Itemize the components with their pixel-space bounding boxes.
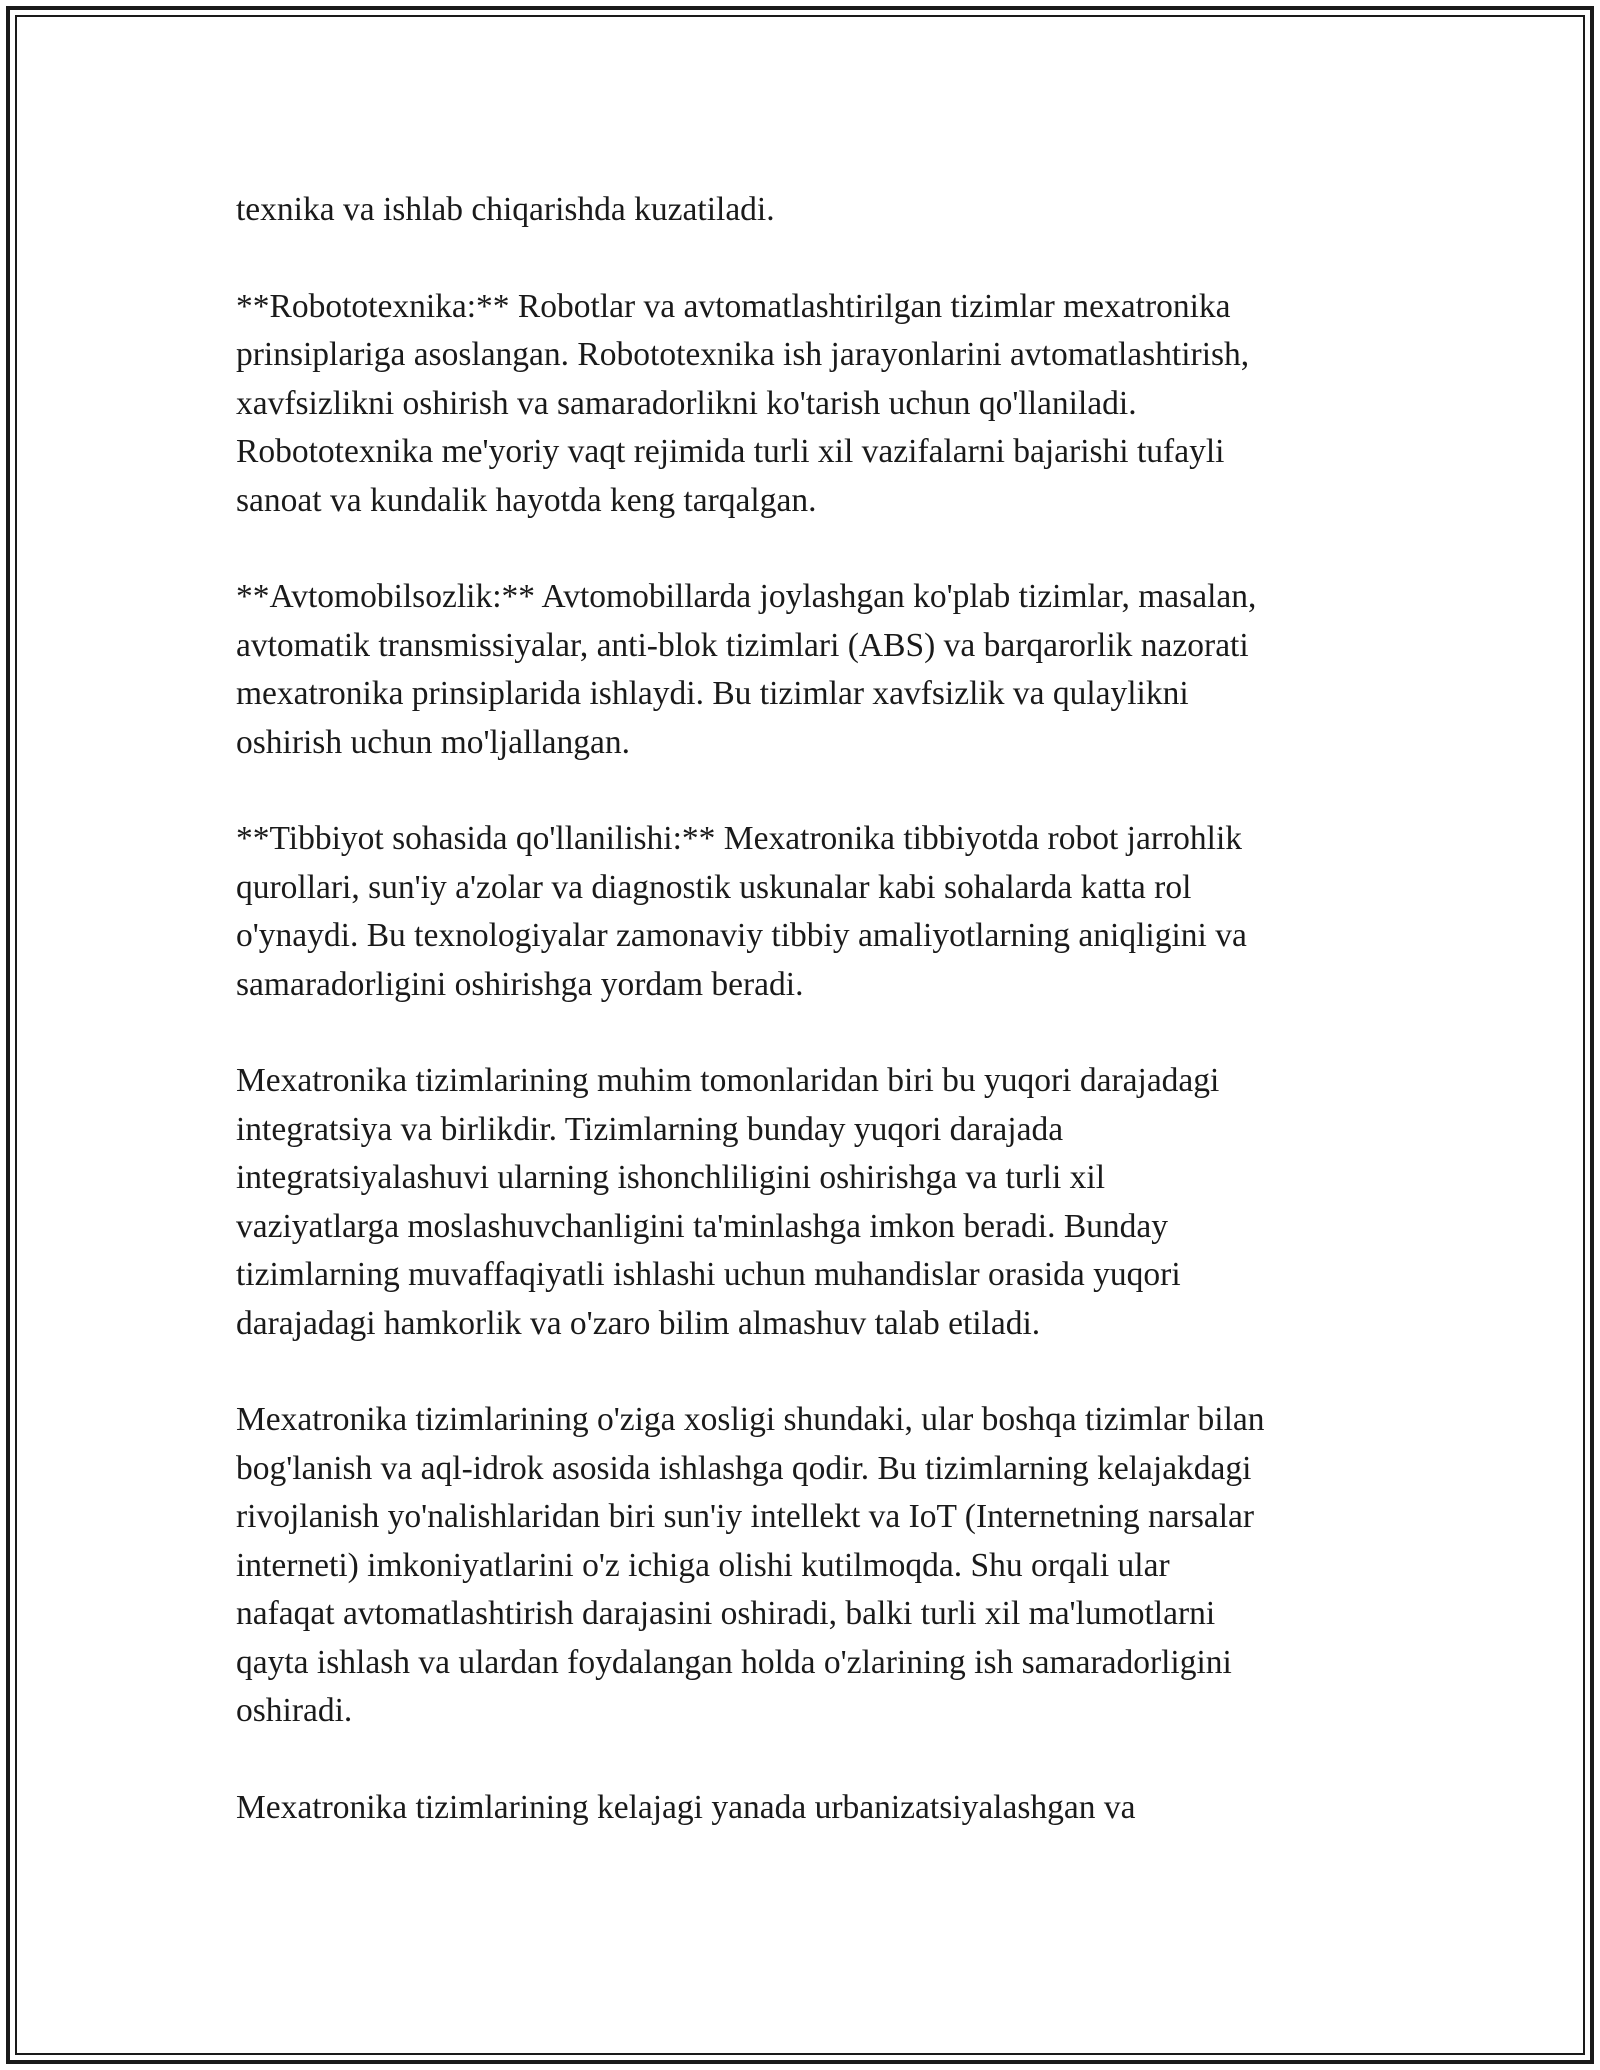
text-line: sanoat va kundalik hayotda keng tarqalgan. (236, 481, 817, 519)
text-line: tizimlarning muvaffaqiyatli ishlashi uchun muhandislar orasida yuqori (236, 1256, 1181, 1293)
paragraph-xoslik (236, 1396, 1386, 1736)
text-line: Mexatronika tizimlarining muhim tomonlaridan biri bu yuqori darajadagi (236, 1062, 1220, 1099)
text-line: o'ynaydi. Bu texnologiyalar zamonaviy tibbiy amaliyotlarning aniqligini va (236, 917, 1247, 954)
paragraph-robototexnika (236, 283, 1386, 526)
text-line: **Tibbiyot sohasida qo'llanilishi:** Mexatronika tibbiyotda robot jarrohlik (236, 820, 1242, 857)
text-line: prinsiplariga asoslangan. Robototexnika ish jarayonlarini avtomatlashtirish, (236, 336, 1250, 373)
paragraph-avtomobilsozlik (236, 573, 1386, 767)
text-line: Mexatronika tizimlarining kelajagi yanada urbanizatsiyalashgan va (236, 1788, 1136, 1826)
text-line: interneti) imkoniyatlarini o'z ichiga olishi kutilmoqda. Shu orqali ular (236, 1546, 1170, 1584)
text-line: qurollari, sun'iy a'zolar va diagnostik uskunalar kabi sohalarda katta rol (236, 868, 1192, 906)
text-line: qayta ishlash va ulardan foydalangan holda o'zlarining ish samaradorligini (236, 1643, 1232, 1681)
text-line: Mexatronika tizimlarining o'ziga xosligi shundaki, ular boshqa tizimlar bilan (236, 1401, 1265, 1438)
text-line: xavfsizlikni oshirish va samaradorlikni ko'tarish uchun qo'llaniladi. (236, 384, 1137, 422)
text-line: Robototexnika me'yoriy vaqt rejimida turli xil vazifalarni bajarishi tufayli (236, 433, 1225, 470)
text-line: bog'lanish va aql-idrok asosida ishlashga qodir. Bu tizimlarning kelajakdagi (236, 1449, 1252, 1487)
text-line: **Avtomobilsozlik:** Avtomobillarda joylashgan ko'plab tizimlar, masalan, (236, 578, 1257, 615)
text-line: **Robototexnika:** Robotlar va avtomatlashtirilgan tizimlar mexatronika (236, 287, 1231, 325)
text-line: vaziyatlarga moslashuvchanligini ta'minlashga imkon beradi. Bunday (236, 1207, 1169, 1245)
text-line: oshiradi. (236, 1692, 353, 1729)
text-line: integratsiya va birlikdir. Tizimlarning bunday yuqori darajada (236, 1110, 1064, 1148)
document-body (236, 186, 1386, 1832)
text-line: nafaqat avtomatlashtirish darajasini oshiradi, balki turli xil ma'lumotlarni (236, 1595, 1216, 1632)
text-line: mexatronika prinsiplarida ishlaydi. Bu tizimlar xavfsizlik va qulaylikni (236, 675, 1189, 712)
text-line: rivojlanish yo'nalishlaridan biri sun'iy intellekt va IoT (Internetning narsalar (236, 1498, 1255, 1535)
paragraph-integratsiya (236, 1057, 1386, 1348)
text-line: oshirish uchun mo'ljallangan. (236, 723, 631, 761)
text-line: darajadagi hamkorlik va o'zaro bilim almashuv talab etiladi. (236, 1304, 1041, 1342)
paragraph-kelajak (236, 1784, 1386, 1833)
text-line: texnika va ishlab chiqarishda kuzatiladi. (236, 191, 775, 228)
paragraph-tibbiyot (236, 815, 1386, 1009)
paragraph-continuation (236, 186, 1386, 235)
text-line: samaradorligini oshirishga yordam beradi. (236, 965, 804, 1003)
text-line: integratsiyalashuvi ularning ishonchliligini oshirishga va turli xil (236, 1159, 1106, 1196)
text-line: avtomatik transmissiyalar, anti-blok tizimlari (ABS) va barqarorlik nazorati (236, 626, 1249, 664)
